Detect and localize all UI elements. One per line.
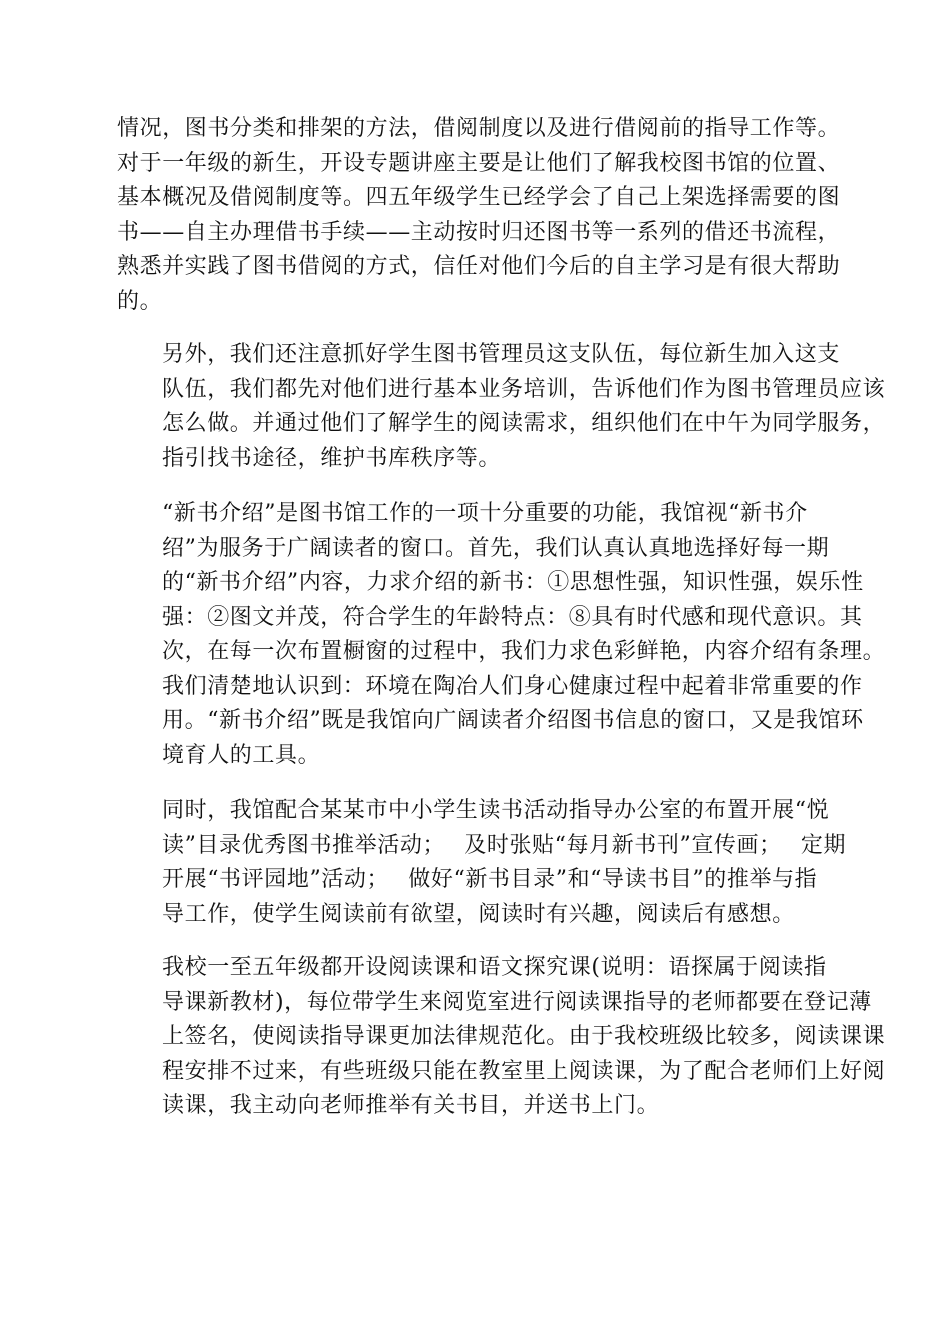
text-line: 读课，我主动向老师推举有关书目，并送书上门。 [162,1093,660,1118]
text-line: 另外，我们还注意抓好学生图书管理员这支队伍，每位新生加入这支 [162,342,841,367]
text-line: 指引找书途径，维护书库秩序等。 [162,445,502,471]
text-line: 怎么做。并通过他们了解学生的阅读需求，组织他们在中午为同学服务， [162,411,886,436]
text-line: 的“新书介绍”内容，力求介绍的新书：①思想性强，知识性强，娱乐性 [162,570,864,595]
text-line: 程安排不过来，有些班级只能在教室里上阅读课，为了配合老师们上好阅 [162,1058,886,1084]
text-line: 导工作，使学生阅读前有欲望，阅读时有兴趣，阅读后有感想。 [162,901,795,927]
text-line: 境育人的工具。 [162,742,321,768]
text-line: 导课新教材)，每位带学生来阅览室进行阅读课指导的老师都要在登记薄 [162,989,872,1015]
text-line: 对于一年级的新生，开设专题讲座主要是让他们了解我校图书馆的位置、 [117,150,841,176]
paragraph-student-librarians [117,338,886,476]
text-line: 读”目录优秀图书推举活动； 及时张贴“每月新书刊”宣传画； 定期 [162,832,847,858]
document-body [117,112,886,1124]
paragraph-borrowing-guidance [117,112,841,319]
text-line: 熟悉并实践了图书借阅的方式，信任对他们今后的自主学习是有很大帮助 [117,254,841,279]
text-line: 书——自主办理借书手续——主动按时归还图书等一系列的借还书流程， [117,219,841,245]
text-line: 开展“书评园地”活动； 做好“新书目录”和“导读书目”的推举与指 [162,867,818,892]
text-line: 绍”为服务于广阔读者的窗口。首先，我们认真认真地选择好每一期 [162,535,830,561]
text-line: 情况，图书分类和排架的方法，借阅制度以及进行借阅前的指导工作等。 [117,116,841,141]
text-line: 的。 [117,288,163,314]
paragraph-new-book-introduction [117,497,886,773]
text-line: 队伍，我们都先对他们进行基本业务培训，告诉他们作为图书管理员应该 [162,376,886,402]
paragraph-reading-activities [117,794,847,932]
text-line: 基本概况及借阅制度等。四五年级学生已经学会了自己上架选择需要的图 [117,185,841,210]
text-line: 上签名，使阅读指导课更加法律规范化。由于我校班级比较多，阅读课课 [162,1024,886,1049]
paragraph-reading-classes [117,951,886,1124]
text-line: 我们清楚地认识到：环境在陶冶人们身心健康过程中起着非常重要的作 [162,673,863,699]
text-line: 次，在每一次布置橱窗的过程中，我们力求色彩鲜艳，内容介绍有条理。 [162,639,886,664]
text-line: 用。“新书介绍”既是我馆向广阔读者介绍图书信息的窗口，又是我馆环 [162,708,864,733]
text-line: 同时，我馆配合某某市中小学生读书活动指导办公室的布置开展“悦 [162,798,830,823]
text-line: 强：②图文并茂，符合学生的年龄特点：⑧具有时代感和现代意识。其 [162,604,863,630]
text-line: “新书介绍”是图书馆工作的一项十分重要的功能，我馆视“新书介 [162,501,808,526]
text-line: 我校一至五年级都开设阅读课和语文探究课(说明：语探属于阅读指 [162,955,827,980]
